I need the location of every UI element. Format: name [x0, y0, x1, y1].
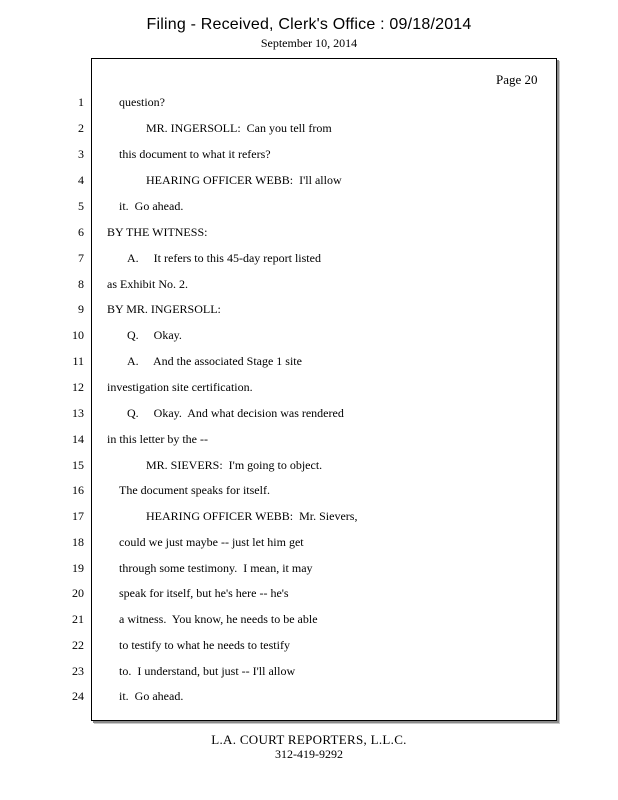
transcript-line: [0, 508, 618, 524]
line-number: 21: [72, 612, 84, 626]
line-number: 9: [78, 302, 84, 316]
transcript-line: [0, 120, 618, 136]
transcript-date: September 10, 2014: [260, 36, 358, 50]
transcript-line: [0, 663, 618, 679]
line-text: BY MR. INGERSOLL:: [107, 302, 221, 316]
line-text: could we just maybe -- just let him get: [119, 535, 304, 549]
line-text: to testify to what he needs to testify: [119, 638, 290, 652]
transcript-line: [0, 276, 618, 292]
transcript-line: [0, 224, 618, 240]
line-text: it. Go ahead.: [119, 689, 184, 703]
line-number: 17: [72, 509, 84, 523]
line-text: Q. Okay. And what decision was rendered: [127, 406, 344, 420]
page-number: Page 20: [496, 72, 538, 87]
line-number: 6: [78, 225, 84, 239]
transcript-line: [0, 353, 618, 369]
line-text: A. It refers to this 45-day report listed: [127, 251, 321, 265]
transcript-line: [0, 198, 618, 214]
line-number: 23: [72, 664, 84, 678]
line-number: 20: [72, 586, 84, 600]
transcript-line: [0, 94, 618, 110]
line-number: 13: [72, 406, 84, 420]
line-number: 24: [72, 689, 84, 703]
transcript-line: [0, 172, 618, 188]
line-number: 10: [72, 328, 84, 342]
line-number: 19: [72, 561, 84, 575]
transcript-line: [0, 637, 618, 653]
court-reporter-phone: 312-419-9292: [275, 747, 343, 761]
line-text: investigation site certification.: [107, 380, 253, 394]
line-text: a witness. You know, he needs to be able: [119, 612, 318, 626]
filing-stamp: Filing - Received, Clerk's Office : 09/18/2014: [146, 16, 472, 33]
line-number: 1: [78, 95, 84, 109]
line-number: 22: [72, 638, 84, 652]
line-text: The document speaks for itself.: [119, 483, 270, 497]
transcript-line: [0, 405, 618, 421]
transcript-line: [0, 560, 618, 576]
line-number: 14: [72, 432, 84, 446]
line-text: A. And the associated Stage 1 site: [127, 354, 302, 368]
transcript-line: [0, 250, 618, 266]
line-text: it. Go ahead.: [119, 199, 184, 213]
court-reporter-name: L.A. COURT REPORTERS, L.L.C.: [211, 732, 407, 747]
line-text: MR. INGERSOLL: Can you tell from: [146, 121, 332, 135]
line-text: speak for itself, but he's here -- he's: [119, 586, 289, 600]
transcript-line: [0, 146, 618, 162]
line-text: in this letter by the --: [107, 432, 208, 446]
transcript-line: [0, 301, 618, 317]
line-number: 5: [78, 199, 84, 213]
line-number: 4: [78, 173, 84, 187]
line-number: 12: [72, 380, 84, 394]
transcript-line: [0, 688, 618, 704]
line-text: BY THE WITNESS:: [107, 225, 208, 239]
transcript-line: [0, 379, 618, 395]
line-text: to. I understand, but just -- I'll allow: [119, 664, 296, 678]
line-text: question?: [119, 95, 165, 109]
transcript-line: [0, 457, 618, 473]
line-number: 11: [72, 354, 84, 368]
line-text: as Exhibit No. 2.: [107, 277, 188, 291]
line-text: HEARING OFFICER WEBB: I'll allow: [146, 173, 342, 187]
line-text: Q. Okay.: [127, 328, 182, 342]
line-number: 3: [78, 147, 84, 161]
line-text: this document to what it refers?: [119, 147, 271, 161]
transcript-line: [0, 327, 618, 343]
line-number: 16: [72, 483, 84, 497]
line-number: 15: [72, 458, 84, 472]
line-number: 8: [78, 277, 84, 291]
transcript-line: [0, 431, 618, 447]
line-number: 18: [72, 535, 84, 549]
transcript-line: [0, 482, 618, 498]
transcript-line: [0, 534, 618, 550]
line-text: through some testimony. I mean, it may: [119, 561, 313, 575]
line-number: 7: [78, 251, 84, 265]
line-text: HEARING OFFICER WEBB: Mr. Sievers,: [146, 509, 358, 523]
line-number: 2: [78, 121, 84, 135]
transcript-line: [0, 611, 618, 627]
line-text: MR. SIEVERS: I'm going to object.: [146, 458, 323, 472]
transcript-line: [0, 585, 618, 601]
